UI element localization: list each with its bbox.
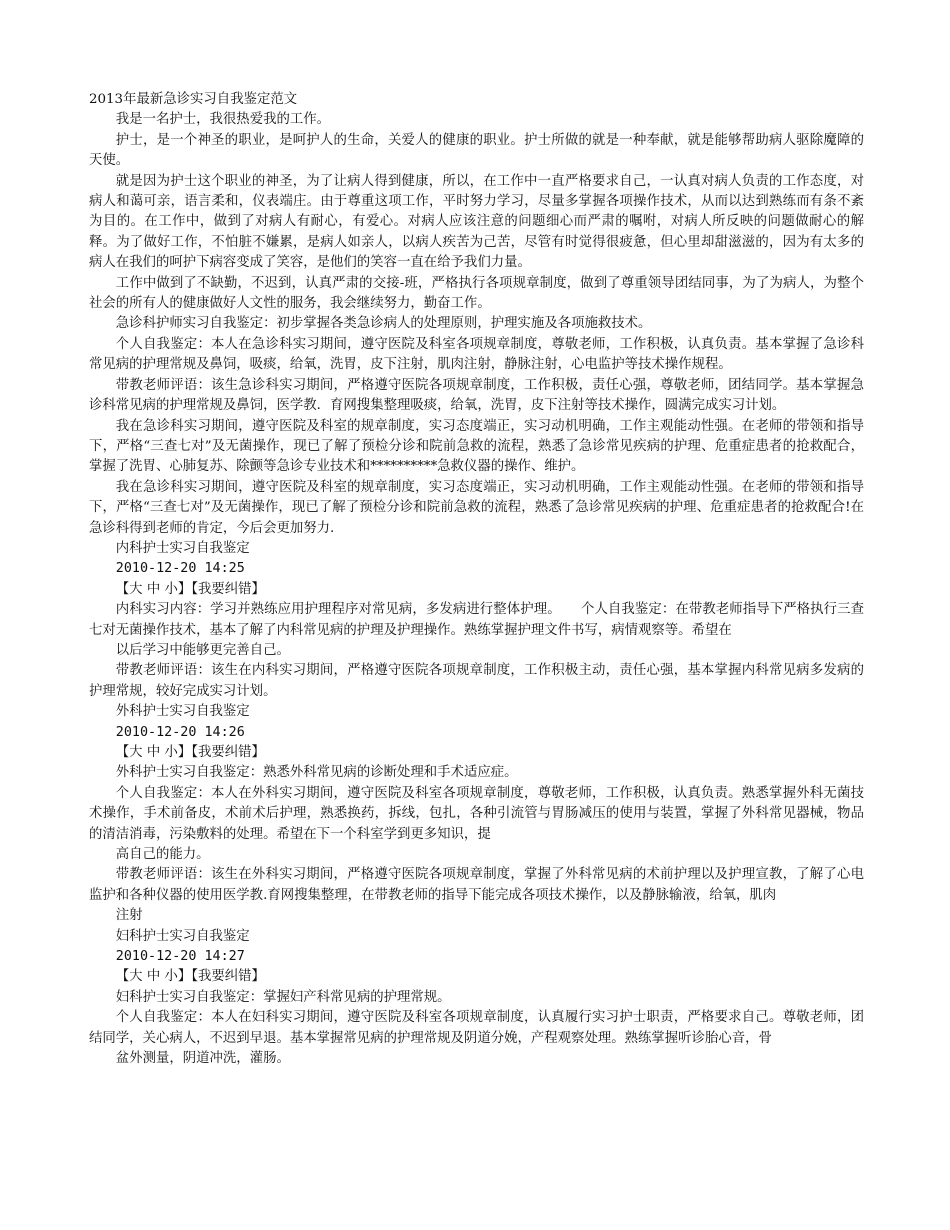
document-body	[89, 110, 864, 1069]
document-paragraph: 就是因为护士这个职业的神圣，为了让病人得到健康，所以，在工作中一直严格要求自己，一认真对病人负责的工作态度，对病人和蔼可亲，语言柔和，仪表端庄。由于尊重这项工作，平时努力学习，尽量多掌握各项操作技术，从而以达到熟练而有条不紊为目的。在工作中，做到了对病人有耐心，有爱心。对病人应该注意的问题细心而严肃的嘱咐，对病人所反映的问题做耐心的解释。为了做好工作，不怕脏不嫌累，是病人如亲人，以病人疾苦为己苦，尽管有时觉得很疲惫，但心里却甜滋滋的，因为有太多的病人在我们的呵护下病容变成了笑容，是他们的笑容一直在给予我们力量。	[89, 173, 864, 271]
document-paragraph: 个人自我鉴定：本人在外科实习期间，遵守医院及科室各项规章制度，尊敬老师，工作积极，认真负责。熟悉掌握外科无菌技术操作，手术前备皮，术前术后护理，熟悉换药，拆线，包扎，各种引流管与胃肠减压的使用与装置，掌握了外科常见器械，物品的清洁消毒，污染敷料的处理。希望在下一个科室学到更多知识，提	[89, 785, 864, 842]
document-paragraph: 外科护士实习自我鉴定	[115, 704, 250, 720]
document-paragraph: 我在急诊科实习期间，遵守医院及科室的规章制度，实习态度端正，实习动机明确，工作主观能动性强。在老师的带领和指导下，严格“三查七对”及无菌操作，现已了解了预检分诊和院前急救的流程，熟悉了急诊常见疾病的护理、危重症患者的抢救配合!在急诊科得到老师的肯定，今后会更加努力.	[89, 479, 864, 536]
document-paragraph: 以后学习中能够更完善自己。	[115, 642, 290, 658]
document-paragraph: 个人自我鉴定：本人在妇科实习期间，遵守医院及科室各项规章制度，认真履行实习护士职责，严格要求自己。尊敬老师，团结同学，关心病人，不迟到早退。基本掌握常见病的护理常规及阴道分娩，产程观察处理。熟练掌握听诊胎心音，骨	[89, 1010, 864, 1046]
document-paragraph: 我在急诊科实习期间，遵守医院及科室的规章制度，实习态度端正，实习动机明确，工作主观能动性强。在老师的带领和指导下，严格“三查七对”及无菌操作，现已了解了预检分诊和院前急救的流程，熟悉了急诊常见疾病的护理、危重症患者的抢救配合，掌握了洗胃、心肺复苏、除颤等急诊专业技术和**********急救仪器的操作、维护。	[89, 418, 864, 475]
document-paragraph: 2010-12-20 14:26	[115, 724, 245, 740]
document-paragraph: 妇科护士实习自我鉴定：掌握妇产科常见病的护理常规。	[115, 989, 451, 1005]
document-paragraph: 注射	[115, 908, 143, 924]
document-paragraph: 2010-12-20 14:27	[115, 949, 245, 965]
document-paragraph: 带教老师评语：该生在内科实习期间，严格遵守医院各项规章制度，工作积极主动，责任心强，基本掌握内科常见病多发病的护理常规，较好完成实习计划。	[89, 663, 864, 699]
document-paragraph: 工作中做到了不缺勤，不迟到，认真严肃的交接-班，严格执行各项规章制度，做到了尊重领导团结同事，为了为病人，为整个社会的所有人的健康做好人文性的服务，我会继续努力，勤奋工作。	[89, 275, 864, 312]
document-paragraph: 护士，是一个神圣的职业，是呵护人的生命，关爱人的健康的职业。护士所做的就是一种奉献，就是能够帮助病人驱除魔障的天使。	[89, 132, 864, 169]
document-paragraph: 【大 中 小】【我要纠错】	[115, 581, 265, 597]
document-paragraph: 带教老师评语：该生急诊科实习期间，严格遵守医院各项规章制度，工作积极，责任心强，尊敬老师，团结同学。基本掌握急诊科常见病的护理常规及鼻饲，医学教．育网搜集整理吸痰，给氧，洗胃，皮下注射等技术操作，圆满完成实习计划。	[89, 377, 864, 414]
document-paragraph: 【大 中 小】【我要纠错】	[115, 969, 265, 985]
document-paragraph: 妇科护士实习自我鉴定	[115, 928, 250, 944]
document-paragraph: 带教老师评语：该生在外科实习期间，严格遵守医院各项规章制度，掌握了外科常见病的术前护理以及护理宣教，了解了心电监护和各种仪器的使用医学教.育网搜集整理，在带教老师的指导下能完成各项技术操作，以及静脉输液，给氧，肌肉	[89, 867, 864, 903]
document-paragraph: 急诊科护师实习自我鉴定：初步掌握各类急诊病人的处理原则，护理实施及各项施救技术。	[115, 316, 652, 332]
document-paragraph: 2010-12-20 14:25	[115, 561, 245, 577]
document-page	[89, 90, 864, 1070]
document-paragraph: 盆外测量，阴道冲洗，灌肠。	[115, 1051, 290, 1067]
document-paragraph: 个人自我鉴定：本人在急诊科实习期间，遵守医院及科室各项规章制度，尊敬老师，工作积极，认真负责。基本掌握了急诊科常见病的护理常规及鼻饲，吸痰，给氧，洗胃，皮下注射，肌肉注射，静脉注射，心电监护等技术操作规程。	[89, 336, 864, 373]
document-paragraph: 内科实习内容：学习并熟练应用护理程序对常见病，多发病进行整体护理。 个人自我鉴定：在带教老师指导下严格执行三查七对无菌操作技术，基本了解了内科常见病的护理及护理操作。熟练掌握护理文件书写，病情观察等。希望在	[89, 602, 864, 638]
document-paragraph: 【大 中 小】【我要纠错】	[115, 745, 265, 760]
document-paragraph: 外科护士实习自我鉴定：熟悉外科常见病的诊断处理和手术适应症。	[115, 765, 518, 781]
document-paragraph: 我是一名护士，我很热爱我的工作。	[115, 112, 331, 128]
document-title: 2013年最新急诊实习自我鉴定范文	[89, 92, 298, 107]
document-paragraph: 内科护士实习自我鉴定	[115, 540, 250, 556]
document-paragraph: 高自己的能力。	[115, 847, 210, 863]
